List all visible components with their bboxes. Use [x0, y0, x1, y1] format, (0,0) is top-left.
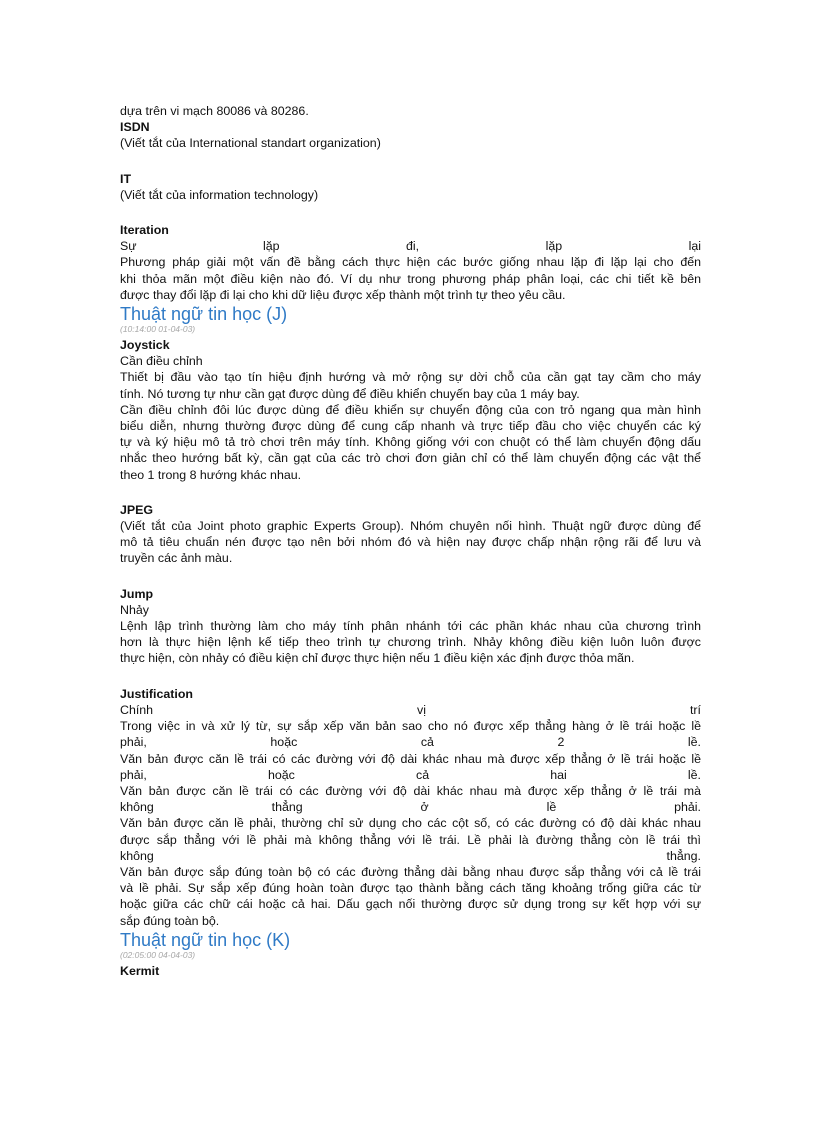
definition-line: Văn bản được căn lề phải, thường chỉ sử dụng cho các cột số, có các đường có độ dài khác nhau	[120, 816, 701, 831]
term-heading: JPEG	[120, 502, 154, 517]
definition-line: không thẳng.	[120, 848, 701, 863]
entry-iteration	[120, 222, 701, 303]
entry-justification	[120, 686, 701, 929]
term-heading: Iteration	[120, 223, 169, 238]
definition-line: khi thỏa mãn một điều kiện nào đó. Ví dụ như trong phương pháp phân loại, các chi tiết kề bên	[120, 271, 701, 286]
section-timestamp: (02:05:00 04-04-03)	[120, 949, 196, 960]
entry-jump	[120, 586, 701, 667]
definition-line: mô tả tiêu chuẩn nén được tạo nên bởi nhóm đó và hiện nay được chấp nhận rộng rãi để lưu và	[120, 535, 701, 550]
term-translation: Sự lặp đi, lặp lại	[120, 239, 701, 254]
definition-line: tự và ký hiệu mô tả trò chơi trên máy tính. Không giống với con chuột có thể làm chuyển động dấu	[120, 435, 701, 450]
term-definition: (Viết tắt của International standart organization)	[120, 136, 381, 151]
term-heading: IT	[120, 171, 132, 186]
spacer	[120, 152, 701, 171]
definition-line: theo 1 trong 8 hướng khác nhau.	[120, 467, 302, 482]
term-heading: ISDN	[120, 120, 150, 135]
definition-line: biểu diễn, nhưng thường được dùng để cung cấp nhanh và trực tiếp đầu cho việc chuyển các ký	[120, 419, 701, 434]
spacer	[120, 667, 701, 686]
entry-joystick	[120, 337, 701, 483]
definition-line: phải, hoặc cả hai lề.	[120, 767, 701, 782]
definition-line: Văn bản được căn lề trái có các đường với độ dài khác nhau mà được xếp thẳng ở lề trái mà	[120, 783, 701, 798]
definition-line: Lệnh lập trình thường làm cho máy tính phân nhánh tới các phần khác nhau của chương trình	[120, 619, 701, 634]
term-heading: Kermit	[120, 963, 160, 978]
term-heading: Joystick	[120, 338, 170, 353]
definition-line: truyền các ảnh màu.	[120, 551, 233, 566]
term-translation: Nhảy	[120, 602, 149, 617]
definition-line: được thay đổi lặp đi lại cho khi dữ liệu được xếp thành một trình tự theo yêu cầu.	[120, 287, 566, 302]
definition-line: Trong việc in và xử lý từ, sự sắp xếp văn bản sao cho nó được xếp thẳng hàng ở lề trái hoặc lề	[120, 719, 701, 734]
definition-line: hoặc giữa các chữ cái hoặc cả hai. Dấu gạch nối thường được sử dụng trong sự kết hợp với sự	[120, 897, 701, 912]
definition-line: không thẳng ở lề phải.	[120, 800, 701, 815]
term-heading: Justification	[120, 686, 193, 701]
entry-isdn	[120, 119, 701, 151]
term-heading: Jump	[120, 586, 154, 601]
spacer	[120, 203, 701, 222]
entry-it	[120, 171, 701, 203]
definition-line: thực hiện, còn nhảy có điều kiện chỉ được thực hiện nếu 1 điều kiện xác định được thỏa mãn.	[120, 651, 635, 666]
definition-line: nhắc theo hướng bất kỳ, cần gạt của các trò chơi đơn giản chỉ có thể làm chuyển động các vật thể	[120, 451, 701, 466]
definition-line: Cần điều chỉnh đôi lúc được dùng để điều khiển sự chuyển động của con trỏ ngang qua màn hình	[120, 402, 701, 417]
term-translation: Chính vị trí	[120, 702, 701, 717]
definition-line: tính. Nó tương tự như cần gạt được dùng để điều khiển chuyến bay của 1 máy bay.	[120, 386, 580, 401]
spacer	[120, 483, 701, 502]
intro-line: dựa trên vi mạch 80086 và 80286.	[120, 104, 309, 118]
section-timestamp: (10:14:00 01-04-03)	[120, 324, 196, 335]
section-title: Thuật ngữ tin học (J)	[120, 304, 288, 325]
definition-line: sắp đúng toàn bộ.	[120, 913, 220, 928]
term-definition: (Viết tắt của information technology)	[120, 187, 319, 202]
entry-jpeg	[120, 502, 701, 567]
definition-line: và lề phải. Sự sắp xếp đúng hoàn toàn được tạo thành bằng cách tăng khoảng trống giữa các từ	[120, 881, 701, 896]
definition-line: Thiết bị đầu vào tạo tín hiệu định hướng và mở rộng sự dời chỗ của cần gạt tay cầm cho máy	[120, 370, 701, 385]
definition-line: Văn bản được sắp đúng toàn bộ có các đường thẳng dài bằng nhau được sắp thẳng với cả lề trái	[120, 864, 701, 879]
document-page	[120, 103, 701, 979]
definition-line: Phương pháp giải một vấn đề bằng cách thực hiện các bước giống nhau lặp đi lặp lại cho đến	[120, 255, 701, 270]
spacer	[120, 567, 701, 586]
definition-line: hơn là thực hiện lệnh kế tiếp theo trình tự chương trình. Nhảy không điều kiện luôn luôn được	[120, 635, 701, 650]
definition-line: Văn bản được căn lề trái có các đường với độ dài khác nhau mà được xếp thẳng ở lề trái hoặc lề	[120, 751, 701, 766]
term-translation: Cần điều chỉnh	[120, 354, 203, 369]
entry-kermit	[120, 963, 701, 979]
definition-line: (Viết tắt của Joint photo graphic Experts Group). Nhóm chuyên nối hình. Thuật ngữ được dùng để	[120, 519, 701, 534]
definition-line: được sắp thẳng với lề phải mà không thẳng với lề trái. Lề phải là đường thẳng còn lề trái thì	[120, 832, 701, 847]
section-title: Thuật ngữ tin học (K)	[120, 929, 291, 950]
definition-line: phải, hoặc cả 2 lề.	[120, 735, 701, 750]
